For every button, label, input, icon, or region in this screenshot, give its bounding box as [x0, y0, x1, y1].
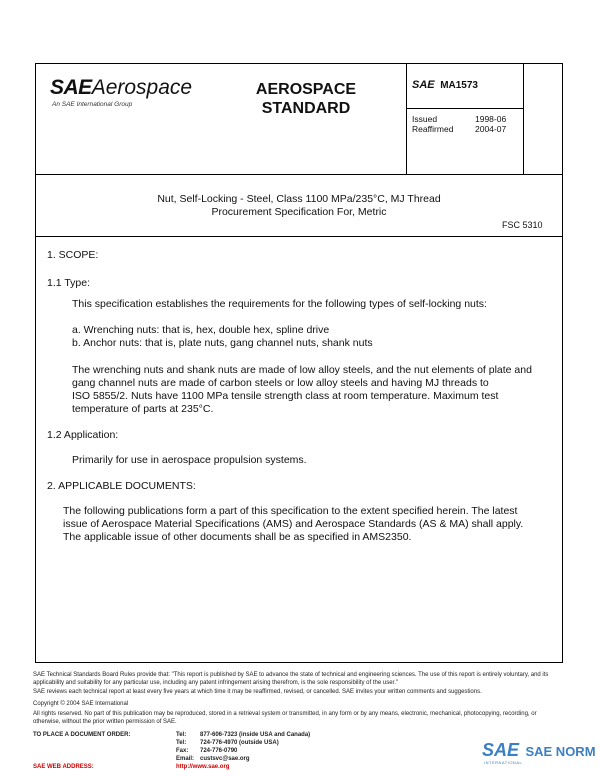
header-divider: [36, 174, 562, 175]
title-divider: [36, 236, 562, 237]
order-label: TO PLACE A DOCUMENT ORDER:: [33, 732, 131, 738]
fax-label: Fax:: [176, 748, 189, 754]
sae-norm-stamp: [482, 740, 596, 761]
section-1-1-intro: This specification establishes the requirements for the following types of self-locking nuts:: [72, 298, 487, 310]
paragraph-line3: ISO 5855/2. Nuts have 1100 MPa tensile strength class at room temperature. Maximum test: [72, 390, 499, 402]
tel-value: 877-606-7323 (inside USA and Canada): [200, 732, 311, 738]
paragraph: [72, 364, 532, 416]
fsc-code: FSC 5310: [502, 220, 543, 230]
paragraph-line4: temperature of parts at 235°C.: [72, 403, 214, 415]
section-1-1-heading: 1.1 Type:: [47, 277, 91, 289]
section-2-line2: issue of Aerospace Material Specifications (AMS) and Aerospace Standards (AS & MA) shall apply.: [63, 518, 524, 530]
footer-disclaimer-1: SAE Technical Standards Board Rules provide that: "This report is published by SAE to advance the state of technical and engineering sciences. The use of this report is entirely voluntary, and its applicability and suitability for any particular use, including any patent infringement arising therefrom, is the sole responsibility of the user.": [33, 672, 549, 686]
issued-label: Issued: [412, 114, 438, 124]
section-1-2-text: Primarily for use in aerospace propulsion systems.: [72, 454, 307, 466]
section-1-heading: 1. SCOPE:: [47, 249, 99, 261]
header-right-divider: [523, 64, 524, 174]
doc-number-underline: [406, 108, 523, 109]
sae-aerospace-logo: [50, 76, 192, 100]
doc-number: [412, 79, 478, 91]
title-line1: Nut, Self-Locking - Steel, Class 1100 MPa/235°C, MJ Thread: [157, 193, 441, 205]
email-label: Email:: [176, 756, 195, 762]
issued-date: 1998-06: [475, 114, 507, 124]
header-column-divider: [406, 64, 407, 174]
section-2-paragraph: [63, 505, 523, 544]
tel-label: Tel:: [176, 732, 187, 738]
document-frame: [35, 63, 563, 663]
standard-title-line1: AEROSPACE: [255, 81, 357, 98]
list-item-a: a. Wrenching nuts: that is, hex, double hex, spline drive: [72, 324, 330, 336]
reaffirmed-label: Reaffirmed: [412, 124, 454, 134]
reaffirmed-date: 2004-07: [475, 124, 507, 134]
footer-rights: All rights reserved. No part of this publication may be reproduced, stored in a retrieval system or transmitted, in any form or by any means, electronic, mechanical, photocopying, recording, or otherwise, without the prior written permission of SAE.: [33, 711, 537, 725]
footer-disclaimer-2: SAE reviews each technical report at least every five years at which time it may be reaffirmed, revised, or cancelled. SAE invites your written comments and suggestions.: [33, 689, 482, 695]
tel2-value: 724-776-4970 (outside USA): [200, 740, 279, 746]
logo-sae-text: SAE: [50, 76, 92, 99]
doc-number-value: MA1573: [440, 80, 478, 91]
title-line2: Procurement Specification For, Metric: [211, 206, 387, 218]
standard-title: [231, 80, 381, 118]
fax-value: 724-776-0790: [200, 748, 238, 754]
stamp-subtext: INTERNATIONAL: [484, 760, 523, 765]
logo-tagline: An SAE International Group: [52, 101, 133, 108]
section-1-2-heading: 1.2 Application:: [47, 429, 119, 441]
section-2-heading: 2. APPLICABLE DOCUMENTS:: [47, 480, 196, 492]
list-item-b: b. Anchor nuts: that is, plate nuts, gang channel nuts, shank nuts: [72, 337, 373, 349]
doc-sae-logo: SAE: [412, 79, 435, 91]
paragraph-line1: The wrenching nuts and shank nuts are made of low alloy steels, and the nut elements of plate and: [72, 364, 532, 376]
paragraph-line2: gang channel nuts are made of carbon steels or low alloy steels and having MJ threads to: [72, 377, 489, 389]
document-title: [35, 193, 563, 219]
section-2-line1: The following publications form a part of this specification to the extent specified herein. The latest: [63, 505, 518, 517]
web-address-link[interactable]: http://www.sae.org: [176, 764, 230, 770]
stamp-norm-text: SAE NORM: [525, 744, 596, 759]
section-2-line3: The applicable issue of other documents shall be as specified in AMS2350.: [63, 531, 412, 543]
footer-copyright: Copyright © 2004 SAE International: [33, 701, 129, 707]
stamp-sae-logo: SAE: [482, 740, 520, 760]
web-address-label: SAE WEB ADDRESS:: [33, 764, 94, 770]
email-value[interactable]: custsvc@sae.org: [200, 756, 250, 762]
logo-aerospace-text: Aerospace: [91, 76, 193, 99]
tel2-label: Tel:: [176, 740, 187, 746]
standard-title-line2: STANDARD: [261, 100, 351, 117]
